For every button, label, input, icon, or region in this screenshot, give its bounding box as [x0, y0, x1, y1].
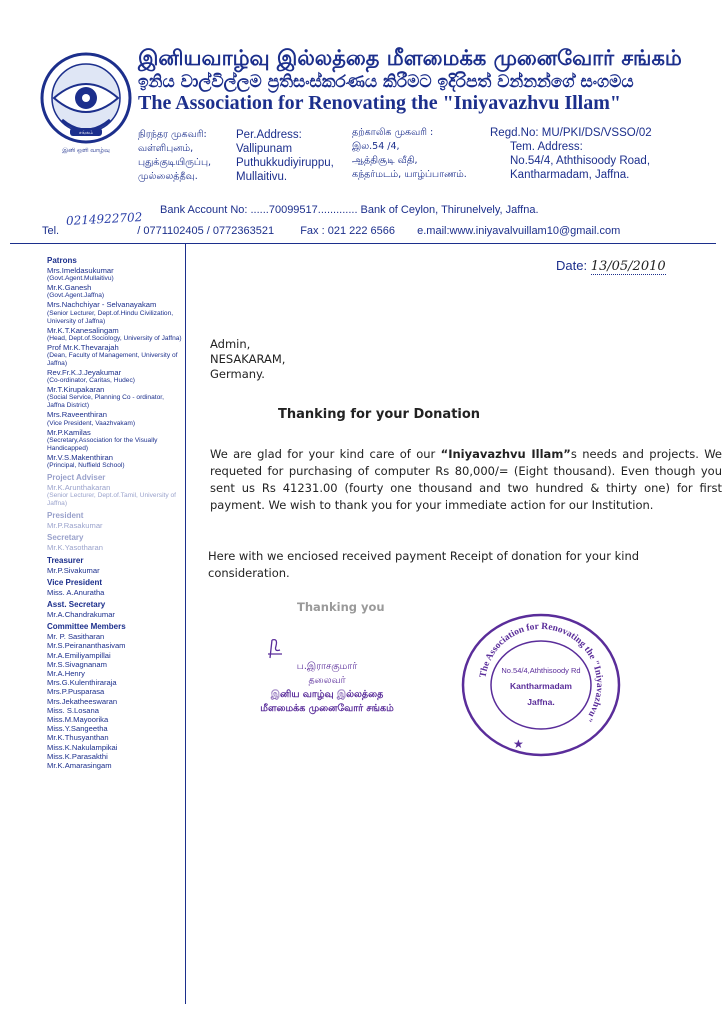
sidebar-member-name: Mr.A.Emiliyampillai [47, 650, 111, 660]
sidebar-member-name: Mr.A.Chandrakumar [47, 610, 115, 620]
permanent-address-tamil [138, 128, 211, 184]
sidebar-group-heading: President [47, 511, 84, 521]
stamp-star-icon: ★ [513, 737, 524, 751]
sidebar-member-name: Miss.Y.Sangeetha [47, 724, 108, 734]
temp-line-ta-1: இல.54 /4, [352, 141, 400, 152]
email-address: e.mail:www.iniyavalvuillam10@gmail.com [417, 225, 621, 237]
committee-sidebar [47, 256, 183, 773]
bank-account-line: Bank Account No: ......70099517............. Bank of Ceylon, Thirunelvely, Jaffna. [160, 204, 539, 216]
tem-address-line-2: Kantharmadam, Jaffna. [510, 169, 630, 181]
letter-paragraph-1 [210, 446, 722, 514]
sidebar-group [47, 256, 183, 470]
temp-line-ta-2: ஆத்திசூடி வீதி, [352, 155, 418, 166]
perm-line-ta-2: புதுக்குடியிருப்பு, [138, 157, 212, 168]
stamp-ring-text: The Association for Renovating the "Iniyavazhvu" [478, 621, 605, 724]
perm-label-en: Per.Address: [236, 129, 302, 141]
sidebar-member-name: Miss.K.Nakulampikai [47, 742, 118, 752]
title-english: The Association for Renovating the "Iniyavazhvu Illam" [138, 92, 621, 114]
sidebar-member-name: Mrs.Nachchiyar - Selvanayakam [47, 300, 157, 310]
sidebar-member-name: Mr.P.Kamilas [47, 427, 91, 437]
sidebar-member-name: Mr.A.Henry [47, 669, 85, 679]
signatory-org-2: மீளமைக்க முனைவோர் சங்கம் [260, 703, 394, 714]
date-label: Date: [556, 258, 588, 273]
sidebar-member-name: Miss. A.Anuratha [47, 587, 105, 597]
perm-line-en-1: Vallipunam [236, 143, 293, 155]
signature-scribble [262, 636, 292, 662]
perm-line-en-2: Puthukkudiyiruppu, [236, 157, 334, 169]
perm-line-en-3: Mullaitivu. [236, 171, 288, 183]
para1-start: We are glad for your kind care of our [210, 447, 441, 461]
perm-line-ta-1: வள்ளிபுனம், [138, 143, 194, 154]
association-logo [40, 48, 132, 158]
header-divider [10, 243, 716, 244]
sidebar-member-role: (Social Service, Planning Co - ordinator, Jaffna District) [47, 394, 164, 410]
temp-line-ta-3: கந்தர்மடம், யாழ்ப்பாணம். [352, 169, 467, 180]
sidebar-group [47, 533, 183, 552]
recipient-line-2: NESAKARAM, [210, 352, 286, 366]
sidebar-group-heading: Vice President [47, 577, 102, 587]
association-stamp [455, 610, 627, 760]
stamp-line-3: Jaffna. [527, 697, 555, 707]
sidebar-member-name: Miss. S.Losana [47, 705, 99, 715]
sidebar-member-name: Mr.K.Arunthakaran [47, 483, 111, 493]
sidebar-group-heading: Project Adviser [47, 473, 106, 483]
tem-address-line-1: No.54/4, Aththisoody Road, [510, 155, 651, 167]
sidebar-member-name: Mr.S.Peirananthasivam [47, 641, 126, 651]
permanent-address-english [236, 128, 334, 184]
tel-numbers: / 0771102405 / 0772363521 [137, 225, 275, 237]
fax-number: Fax : 021 222 6566 [300, 225, 395, 237]
sidebar-member-role: (Co-ordinator, Caritas, Hudec) [47, 377, 135, 385]
sidebar-member-role: (Dean, Faculty of Management, University of Jaffna) [47, 352, 178, 368]
logo-caption: சங்கம் [78, 130, 94, 136]
recipient-block [210, 337, 285, 382]
sidebar-member-role: (Govt.Agent.Jaffna) [47, 292, 105, 300]
stamp-line-1: No.54/4,Aththisoody Rd [501, 666, 581, 675]
sidebar-divider [185, 244, 186, 1004]
sidebar-member-role: (Secretary,Association for the Visually Handicapped) [47, 436, 158, 452]
perm-line-ta-3: முல்லைத்தீவு. [138, 171, 198, 182]
logo-motto: இனி ஒளி வாழ்வு [62, 148, 110, 154]
tel-label: Tel. [42, 225, 60, 237]
temporary-address-tamil [352, 126, 467, 182]
sidebar-member-name: Mr.V.S.Makenthiran [47, 452, 113, 462]
contact-line [42, 225, 620, 237]
handwritten-phone-number: 0214922702 [65, 210, 143, 228]
letter-paragraph-2: Here with we enciosed received payment Receipt of donation for your kind consideration. [208, 549, 640, 580]
sidebar-member-name: Mr.K.Ganesh [47, 283, 92, 293]
temp-label-ta: தற்காலிக முகவரி : [352, 127, 434, 138]
date-value: 13/05/2010 [590, 259, 666, 274]
sidebar-group [47, 622, 183, 770]
sidebar-member-name: Mr.K.Amarasingam [47, 761, 112, 771]
stamp-line-2: Kantharmadam [510, 681, 572, 691]
sidebar-member-name: Mrs.Jekatheeswaran [47, 696, 118, 706]
sidebar-group [47, 511, 183, 530]
recipient-line-1: Admin, [210, 337, 251, 351]
sidebar-group-heading: Committee Members [47, 622, 126, 632]
signatory-title: தலைவர் [308, 675, 346, 686]
sidebar-member-name: Rev.Fr.K.J.Jeyakumar [47, 368, 122, 378]
title-sinhala: ඉනිය වාල්විල්ලම ප්‍රතිසංස්කරණය කිරීමට ඉදිරිපත් වන්නන්ගේ සංගමය [138, 72, 634, 92]
sidebar-group-heading: Secretary [47, 533, 84, 543]
sidebar-member-name: Mr.P.Rasakumar [47, 521, 103, 531]
letter-heading: Thanking for your Donation [278, 407, 481, 422]
title-tamil: இனியவாழ்வு இல்லத்தை மீளமைக்க முனைவோர் சங்கம் [138, 46, 682, 70]
sidebar-member-name: Mr.S.Sivagnanam [47, 659, 107, 669]
regd-no: Regd.No: MU/PKI/DS/VSSO/02 [490, 127, 652, 139]
sidebar-group [47, 473, 183, 508]
sidebar-member-role: (Govt.Agent.Mullaitivu) [47, 275, 114, 283]
sidebar-member-name: Mrs.Raveenthiran [47, 410, 107, 420]
signature-block [252, 660, 402, 716]
sidebar-member-name: Mr.K.Thusyanthan [47, 733, 109, 743]
sidebar-member-name: Mr.P.Sivakumar [47, 565, 100, 575]
tem-address-label: Tem. Address: [510, 141, 583, 153]
signatory-name: ப.இராசகுமார் [296, 661, 358, 672]
sidebar-member-name: Mrs.G.Kulenthiraraja [47, 678, 117, 688]
para1-org-name: “Iniyavazhvu Illam” [440, 447, 571, 461]
sidebar-member-role: (Vice President, Vaazhvakam) [47, 419, 136, 427]
sidebar-group-heading: Patrons [47, 256, 77, 265]
sidebar-member-role: (Senior Lecturer, Dept.of.Tamil, University of Jaffna) [47, 492, 176, 508]
sidebar-member-name: Mr.K.T.Kanesalingam [47, 325, 119, 335]
perm-label-ta: நிரந்தர முகவரி: [138, 129, 207, 140]
signatory-org-1: இனிய வாழ்வு இல்லத்தை [270, 689, 384, 700]
sidebar-group [47, 578, 183, 597]
sidebar-member-name: Mr.T.Kirupakaran [47, 385, 105, 395]
closing-thanks: Thanking you [297, 600, 385, 614]
sidebar-member-role: (Senior Lecturer, Dept.of.Hindu Civilization, University of Jaffna) [47, 309, 174, 325]
sidebar-member-name: Miss.K.Parasakthi [47, 751, 108, 761]
sidebar-member-role: (Head, Dept.of.Sociology, University of Jaffna) [47, 334, 182, 342]
sidebar-group [47, 556, 183, 575]
para1-rest: s needs and projects. We requeted for purchasing of computer Rs 80,000/= (Eight thousand). Even though you sent us Rs 41231.00 (fourty one thousand and two hundred & thirty one) for first payment. We wish to thank you for your immediate action for our Institution. [210, 447, 722, 512]
sidebar-member-name: Mr.K.Yasotharan [47, 543, 103, 553]
sidebar-member-name: Prof Mr.K.Thevarajah [47, 342, 119, 352]
sidebar-member-name: Mr. P. Sasitharan [47, 632, 105, 642]
sidebar-member-name: Mrs.Imeldasukumar [47, 266, 114, 275]
sidebar-member-role: (Principal, Nuffield School) [47, 462, 125, 470]
recipient-line-3: Germany. [210, 367, 265, 381]
sidebar-member-name: Mrs.P.Pusparasa [47, 687, 105, 697]
sidebar-group-heading: Asst. Secretary [47, 600, 106, 610]
sidebar-group [47, 600, 183, 619]
registration-block [490, 126, 652, 182]
date-line [556, 258, 666, 274]
sidebar-group-heading: Treasurer [47, 555, 84, 565]
sidebar-member-name: Miss.M.Mayoorika [47, 715, 109, 725]
